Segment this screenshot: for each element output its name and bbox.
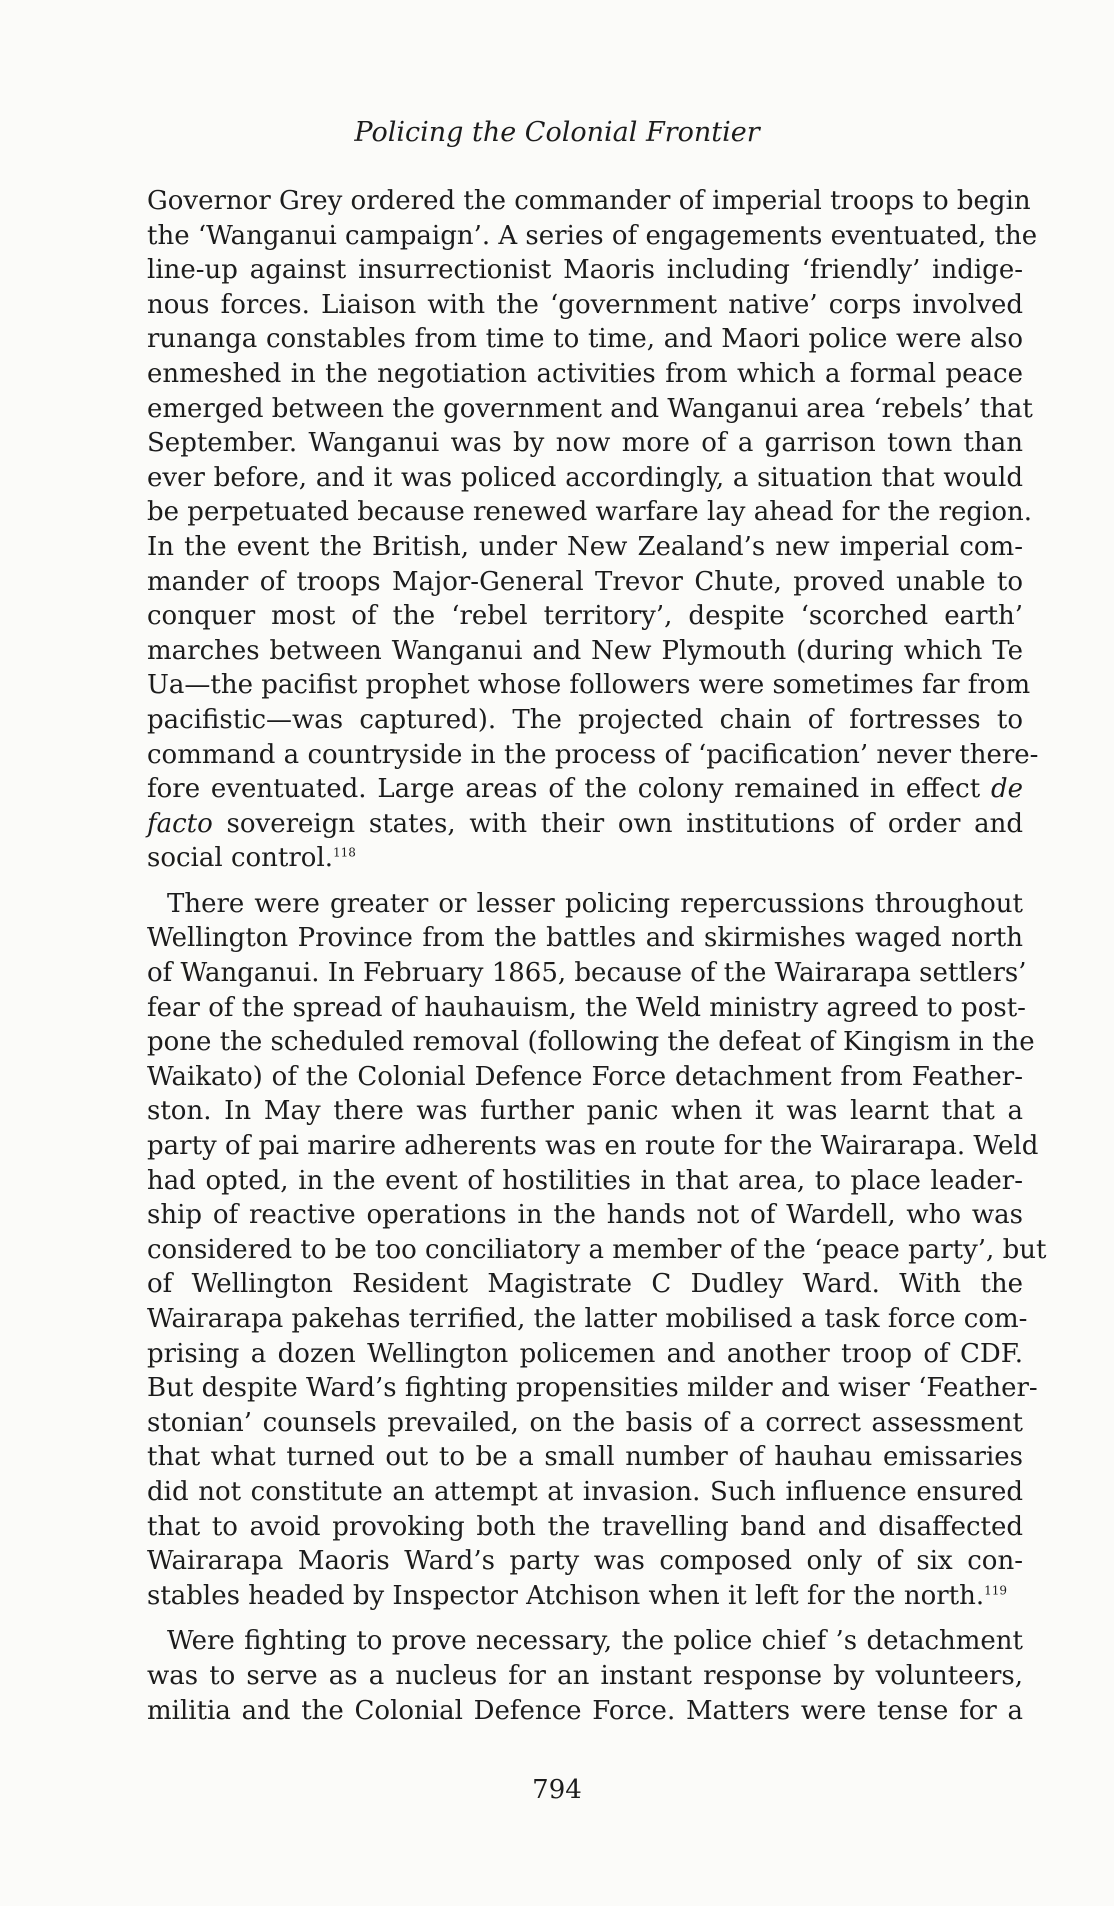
text-line: But despite Ward’s fighting propensities milder and wiser ‘Feather-: [147, 1373, 1038, 1404]
text-line: ston. In May there was further panic when it was learnt that a: [147, 1096, 1023, 1127]
text-line: marches between Wanganui and New Plymouth (during which Te: [147, 635, 1023, 666]
text-line: runanga constables from time to time, and Maori police were also: [147, 324, 1023, 355]
footnote-marker: 118: [333, 845, 356, 860]
text-segment: sovereign states, with their own institutions of order and: [226, 808, 1023, 839]
text-line: mander of troops Major-General Trevor Chute, proved unable to: [147, 566, 1023, 597]
paragraph-3: [147, 1624, 1023, 1728]
text-line: September. Wanganui was by now more of a garrison town than: [147, 428, 1023, 459]
text-line: Ua—the pacifist prophet whose followers were sometimes far from: [147, 670, 1031, 701]
text-line: was to serve as a nucleus for an instant response by volunteers,: [147, 1660, 1023, 1691]
text-line: the ‘Wanganui campaign’. A series of engagements eventuated, the: [147, 220, 1038, 251]
text-segment: stables headed by Inspector Atchison when it left for the north.: [147, 1580, 985, 1611]
text-line: that what turned out to be a small number of hauhau emissaries: [147, 1442, 1023, 1473]
text-line: Were fighting to prove necessary, the police chief ’s detachment: [167, 1626, 1023, 1657]
text-line: Wairarapa pakehas terrified, the latter mobilised a task force com-: [147, 1304, 1028, 1334]
text-line: emerged between the government and Wanganui area ‘rebels’ that: [147, 393, 1033, 424]
text-line: There were greater or lesser policing repercussions throughout: [167, 888, 1023, 919]
text-line: In the event the British, under New Zealand’s new imperial com-: [147, 531, 1023, 562]
text-line: considered to be too conciliatory a member of the ‘peace party’, but: [147, 1234, 1047, 1265]
text-line: conquer most of the ‘rebel territory’, despite ‘scorched earth’: [147, 601, 1023, 632]
text-line: of Wanganui. In February 1865, because of the Wairarapa settlers’: [147, 958, 1027, 989]
text-line: Waikato) of the Colonial Defence Force detachment from Feather-: [147, 1061, 1023, 1092]
text-line: command a countryside in the process of ‘pacification’ never there-: [147, 739, 1039, 770]
paragraph-gap: [147, 876, 1023, 887]
italic-term: facto: [147, 808, 213, 839]
text-line: ever before, and it was policed accordingly, a situation that would: [147, 462, 1023, 493]
text-line: prising a dozen Wellington policemen and another troop of CDF.: [147, 1338, 1023, 1369]
text-line: be perpetuated because renewed warfare lay ahead for the region.: [147, 497, 1033, 528]
running-head: Policing the Colonial Frontier: [354, 117, 760, 148]
text-segment: fore eventuated. Large areas of the colony remained in effect: [147, 774, 981, 805]
text-segment: social control.: [147, 843, 334, 874]
italic-term: de: [990, 774, 1024, 805]
text-line: enmeshed in the negotiation activities from which a formal peace: [147, 358, 1023, 389]
page-number: 794: [532, 1775, 582, 1805]
text-line: ship of reactive operations in the hands not of Wardell, who was: [147, 1200, 1023, 1231]
text-line: fear of the spread of hauhauism, the Weld ministry agreed to post-: [147, 992, 1026, 1023]
text-line: Governor Grey ordered the commander of imperial troops to begin: [147, 186, 1031, 216]
body-text: [147, 184, 1047, 1728]
text-line: line-up against insurrectionist Maoris including ‘friendly’ indige-: [147, 255, 1023, 286]
text-line: had opted, in the event of hostilities in that area, to place leader-: [147, 1165, 1023, 1196]
footnote-marker: 119: [984, 1583, 1008, 1598]
text-line: [147, 841, 1023, 876]
text-line-with-italic: [147, 807, 1023, 842]
text-line: militia and the Colonial Defence Force. Matters were tense for a: [147, 1695, 1023, 1726]
text-line: nous forces. Liaison with the ‘government native’ corps involved: [147, 289, 1023, 320]
text-line: stonian’ counsels prevailed, on the basis of a correct assessment: [147, 1407, 1023, 1438]
paragraph-2: [147, 887, 1047, 1613]
text-line-with-italic: [147, 772, 1023, 807]
text-line: party of pai marire adherents was en route for the Wairarapa. Weld: [147, 1131, 1039, 1162]
text-line: pacifistic—was captured). The projected chain of fortresses to: [147, 704, 1023, 735]
text-line: Wellington Province from the battles and skirmishes waged north: [147, 923, 1023, 954]
text-line: Wairarapa Maoris Ward’s party was composed only of six con-: [147, 1546, 1023, 1577]
text-line: that to avoid provoking both the travelling band and disaffected: [147, 1511, 1023, 1542]
text-line: pone the scheduled removal (following the defeat of Kingism in the: [147, 1027, 1035, 1058]
text-line: of Wellington Resident Magistrate C Dudley Ward. With the: [147, 1269, 1023, 1300]
text-line: [147, 1579, 1023, 1614]
text-line: did not constitute an attempt at invasion. Such influence ensured: [147, 1476, 1023, 1507]
paragraph-1: [147, 184, 1039, 876]
paragraph-gap: [147, 1613, 1023, 1624]
